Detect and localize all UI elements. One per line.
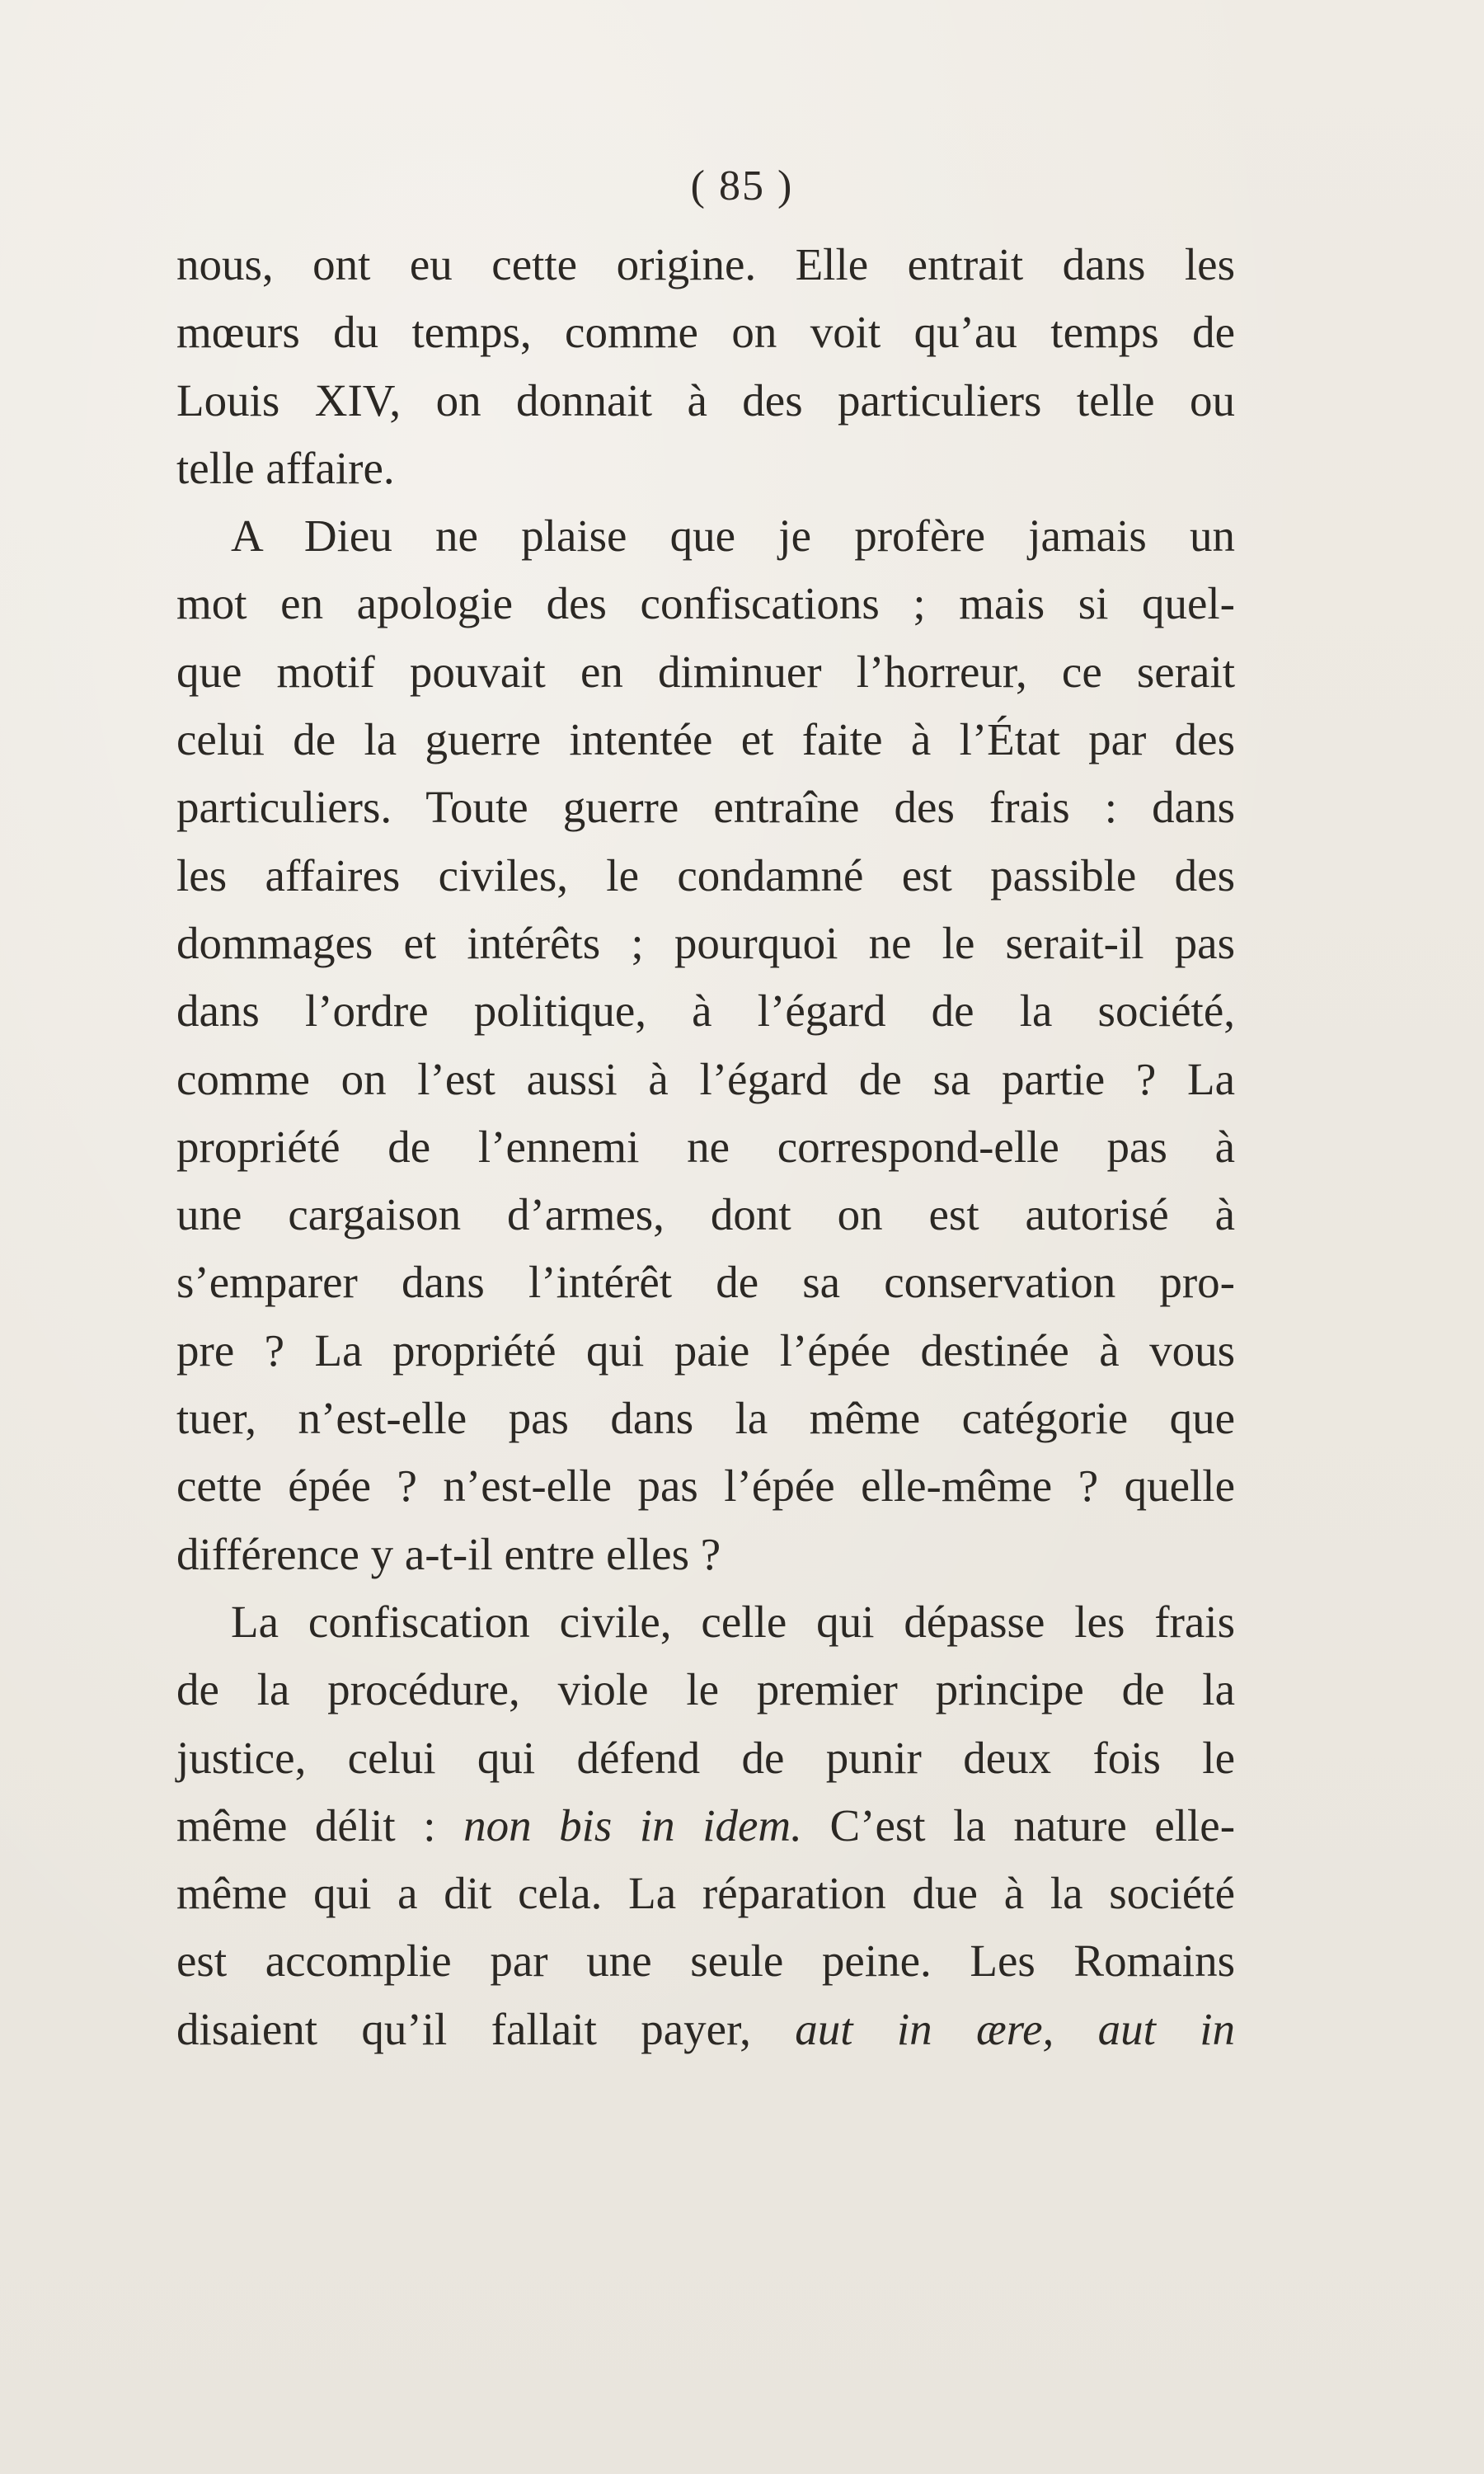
text-line: A Dieu ne plaise que je profère jamais un xyxy=(231,510,1235,562)
text-segment: même délit : xyxy=(176,1799,436,1851)
text-line: cette épée ? n’est-elle pas l’épée elle-même ? quelle xyxy=(176,1460,1235,1512)
text-line: nous, ont eu cette origine. Elle entrait dans les xyxy=(176,239,1235,289)
page-number: ( 85 ) xyxy=(690,162,794,209)
text-line: mot en apologie des confiscations ; mais si quel- xyxy=(176,578,1235,629)
text-segment: C’est la nature elle- xyxy=(829,1799,1236,1851)
text-line: justice, celui qui défend de punir deux fois le xyxy=(176,1732,1235,1783)
text-line: les affaires civiles, le condamné est passible des xyxy=(176,849,1235,901)
text-line xyxy=(176,1996,1235,2063)
text-line: tuer, n’est-elle pas dans la même catégorie que xyxy=(176,1393,1235,1444)
text-line: dans l’ordre politique, à l’égard de la société, xyxy=(176,985,1235,1037)
text-segment: disaient qu’il fallait payer, xyxy=(176,2003,751,2054)
text-line: celui de la guerre intentée et faite à l’État par des xyxy=(176,714,1235,765)
text-line: telle affaire. xyxy=(176,442,395,493)
text-line: mœurs du temps, comme on voit qu’au temps de xyxy=(176,307,1235,358)
text-line: dommages et intérêts ; pourquoi ne le serait-il pas xyxy=(176,917,1235,968)
text-line: pre ? La propriété qui paie l’épée destinée à vous xyxy=(176,1324,1235,1376)
text-line: est accomplie par une seule peine. Les Romains xyxy=(176,1935,1235,1987)
latin-phrase: aut in ære, aut in xyxy=(795,2003,1235,2054)
text-line: différence y a-t-il entre elles ? xyxy=(176,1528,721,1579)
body-text xyxy=(176,231,1235,2063)
text-line: une cargaison d’armes, dont on est autorisé à xyxy=(176,1189,1235,1240)
text-line: même qui a dit cela. La réparation due à la société xyxy=(176,1868,1235,1919)
text-line: que motif pouvait en diminuer l’horreur, ce serait xyxy=(176,646,1235,697)
text-line: particuliers. Toute guerre entraîne des frais : dans xyxy=(176,782,1235,833)
text-line: Louis XIV, on donnait à des particuliers telle ou xyxy=(176,374,1235,426)
text-line: s’emparer dans l’intérêt de sa conservation pro- xyxy=(176,1257,1235,1308)
text-line xyxy=(176,1792,1235,1860)
text-line: La confiscation civile, celle qui dépasse les frais xyxy=(231,1596,1235,1647)
text-line: propriété de l’ennemi ne correspond-elle pas à xyxy=(176,1121,1235,1172)
text-line: comme on l’est aussi à l’égard de sa partie ? La xyxy=(176,1053,1235,1104)
text-line: de la procédure, viole le premier principe de la xyxy=(176,1664,1235,1715)
latin-phrase: non bis in idem. xyxy=(463,1799,802,1851)
